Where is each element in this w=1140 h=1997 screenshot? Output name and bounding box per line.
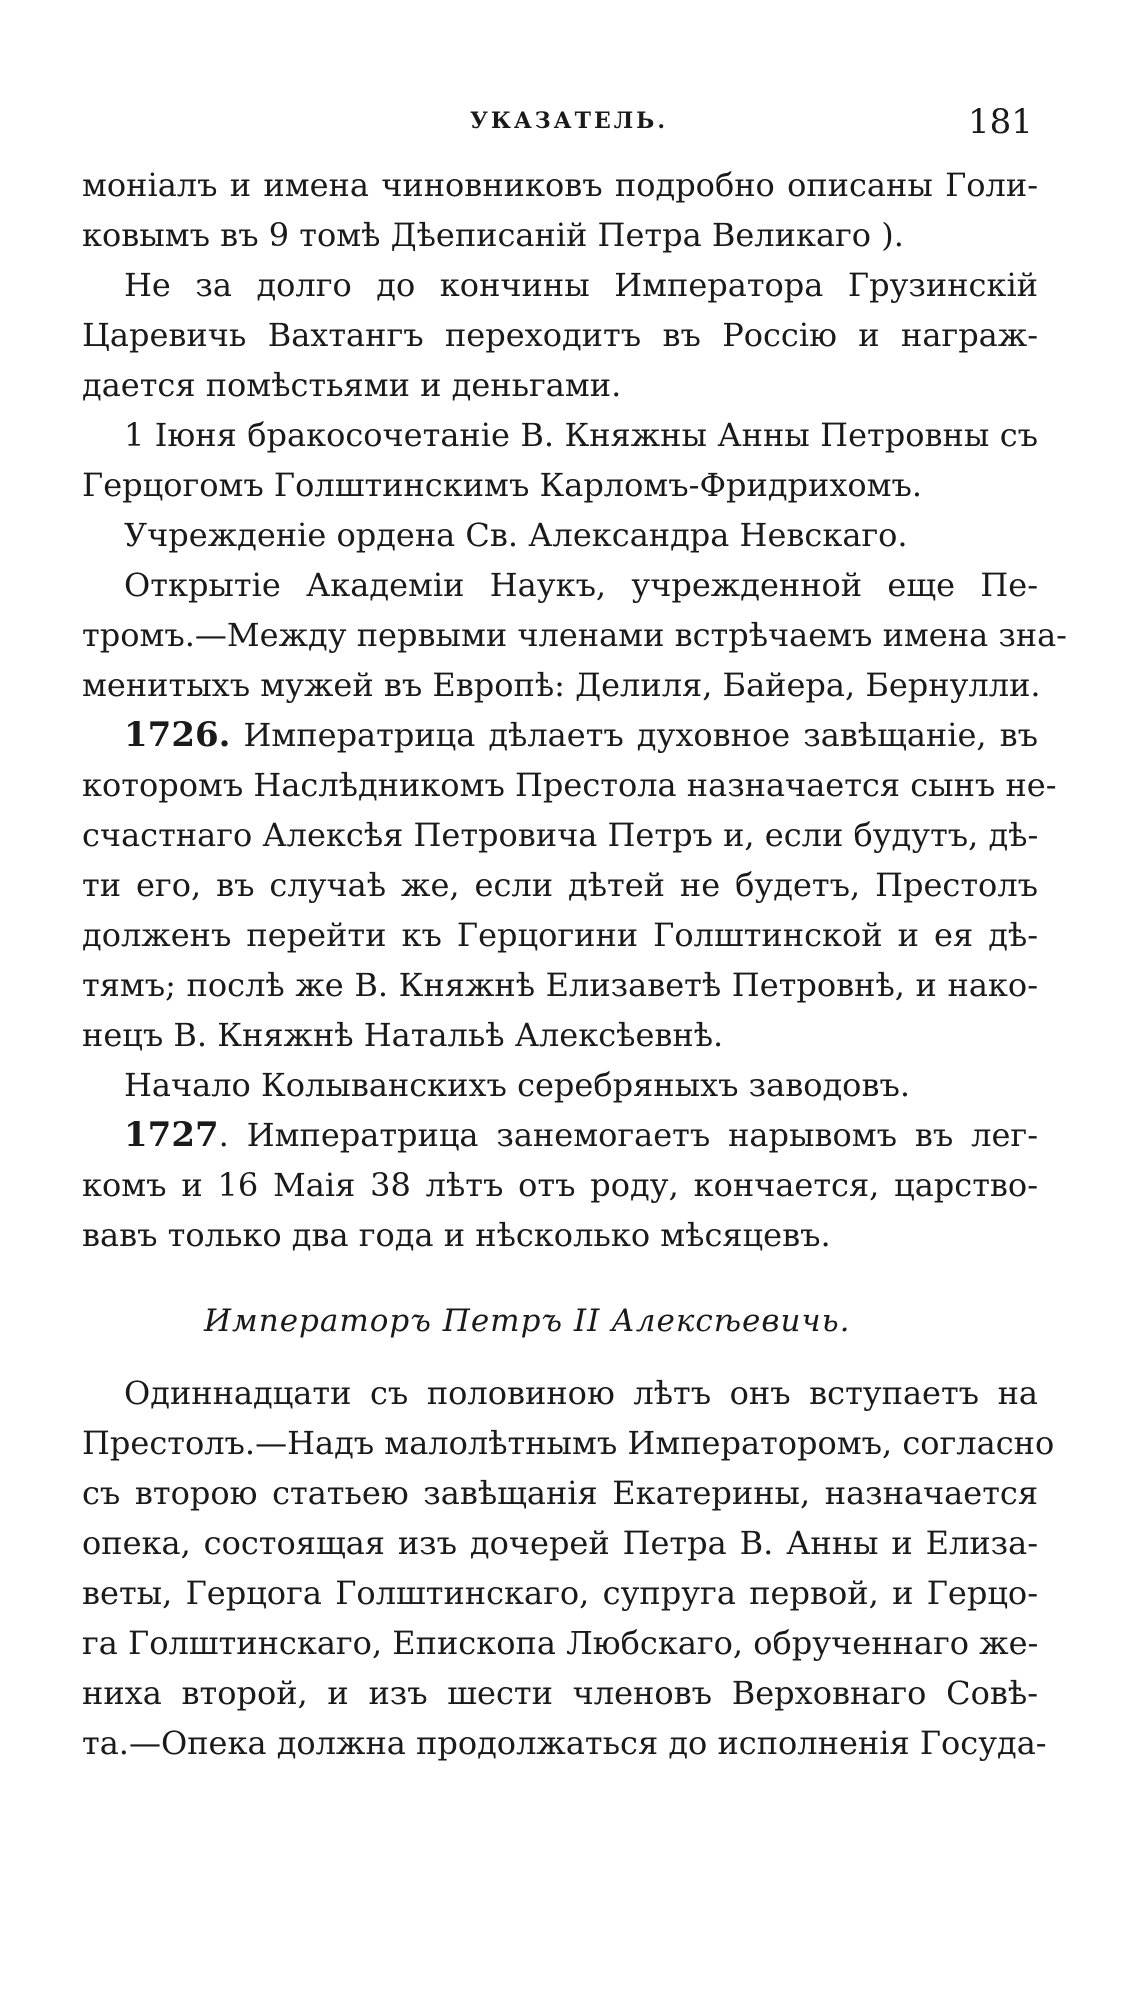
text-line: Престолъ.—Надъ малолѣтнымъ Императоромъ, согласно (82, 1424, 1055, 1462)
text-line: менитыхъ мужей въ Европѣ: Делиля, Байера, Бернулли. (82, 666, 1041, 704)
text-line: вавъ только два года и нѣсколько мѣсяцевъ. (82, 1216, 831, 1254)
text-line: тямъ; послѣ же В. Княжнѣ Елизаветѣ Петровнѣ, и нако- (82, 966, 1038, 1004)
year-label: 1727 (124, 1115, 219, 1155)
text-line: га Голштинскаго, Епископа Любскаго, обрученнаго же- (82, 1624, 1039, 1662)
text-line: Открытіе Академіи Наукъ, учрежденной еще Пе- (124, 566, 1038, 604)
text-line: ти его, въ случаѣ же, если дѣтей не будетъ, Престолъ (82, 866, 1038, 904)
page-number: 181 (968, 102, 1033, 142)
text-line (82, 710, 1038, 760)
body-text (82, 160, 1067, 1768)
text-span: . Императрица занемогаетъ нарывомъ въ лег- (218, 1116, 1038, 1154)
text-line: съ второю статьею завѣщанія Екатерины, назначается (82, 1474, 1038, 1512)
text-line: которомъ Наслѣдникомъ Престола назначается сынъ не- (82, 766, 1057, 804)
text-line: Царевичь Вахтангъ переходитъ въ Россію и награж- (82, 316, 1038, 354)
text-line: нецъ В. Княжнѣ Натальѣ Алексѣевнѣ. (82, 1016, 724, 1054)
text-line: Учрежденіе ордена Св. Александра Невскаго. (124, 516, 908, 554)
text-line: ниха второй, и изъ шести членовъ Верховнаго Совѣ- (82, 1674, 1038, 1712)
running-title: УКАЗАТЕЛЬ. (470, 108, 668, 134)
text-line: Начало Колыванскихъ серебряныхъ заводовъ. (124, 1066, 910, 1104)
text-line: Не за долго до кончины Императора Грузинскій (124, 266, 1038, 304)
text-line: веты, Герцога Голштинскаго, супруга первой, и Герцо- (82, 1574, 1038, 1612)
text-line: счастнаго Алексѣя Петровича Петръ и, если будутъ, дѣ- (82, 816, 1039, 854)
text-line: комъ и 16 Маія 38 лѣтъ отъ роду, кончается, царство- (82, 1166, 1038, 1204)
text-span: Императрица дѣлаетъ духовное завѣщаніе, въ (230, 716, 1038, 754)
text-line: Герцогомъ Голштинскимъ Карломъ-Фридрихомъ. (82, 466, 923, 504)
text-line: моніалъ и имена чиновниковъ подробно описаны Голи- (82, 166, 1038, 204)
text-line: та.—Опека должна продолжаться до исполненія Госуда- (82, 1724, 1047, 1762)
text-line: опека, состоящая изъ дочерей Петра В. Анны и Елиза- (82, 1524, 1038, 1562)
text-line: ковымъ въ 9 томѣ Дѣеписаній Петра Великаго ). (82, 216, 904, 254)
text-line (82, 1110, 1038, 1160)
text-line: тромъ.—Между первыми членами встрѣчаемъ имена зна- (82, 616, 1067, 654)
text-line: Одиннадцати съ половиною лѣтъ онъ вступаетъ на (124, 1374, 1038, 1412)
running-head (0, 102, 1140, 142)
text-line: долженъ перейти къ Герцогини Голштинской и ея дѣ- (82, 916, 1038, 954)
text-line: 1 Іюня бракосочетаніе В. Княжны Анны Петровны съ (124, 416, 1038, 454)
year-label: 1726. (124, 715, 231, 755)
section-heading: Императоръ Петръ II Алексѣевичь. (204, 1303, 851, 1339)
text-line: дается помѣстьями и деньгами. (82, 366, 622, 404)
